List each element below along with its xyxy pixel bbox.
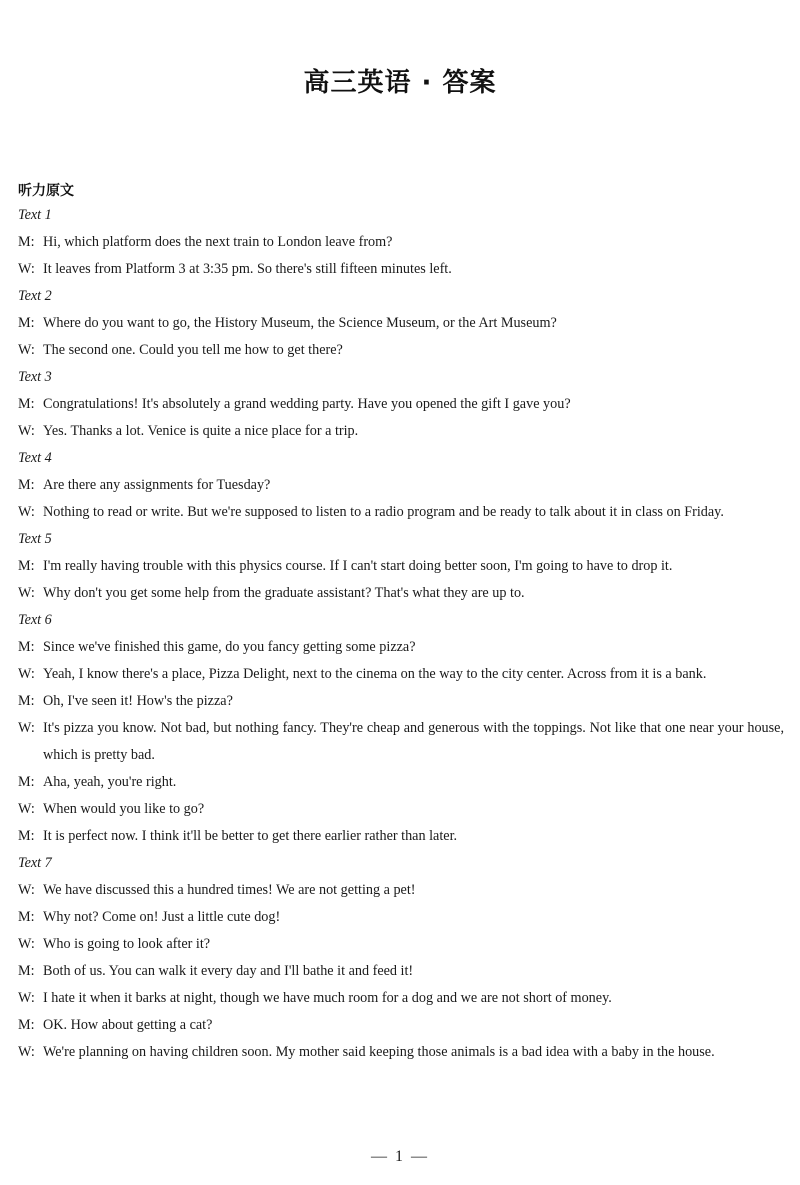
utterance-text: Yeah, I know there's a place, Pizza Delight, next to the cinema on the way to the city center. Across from it is a bank.: [43, 666, 707, 682]
transcript-block: [18, 445, 784, 526]
utterance-text: Yes. Thanks a lot. Venice is quite a nice place for a trip.: [43, 423, 359, 439]
speaker-label: W:: [18, 1044, 35, 1060]
utterance-text: Hi, which platform does the next train to London leave from?: [43, 234, 393, 250]
listening-transcript: [18, 202, 784, 1066]
dialogue-line: [18, 418, 784, 445]
utterance-text: We're planning on having children soon. My mother said keeping those animals is a bad idea with a baby in the house.: [43, 1044, 715, 1060]
speaker-label: M:: [18, 963, 35, 979]
speaker-label: M:: [18, 315, 35, 331]
utterance-text: Nothing to read or write. But we're supposed to listen to a radio program and be ready to talk about it in class on Friday.: [43, 504, 724, 520]
utterance-text: I'm really having trouble with this physics course. If I can't start doing better soon, I'm going to have to drop it.: [43, 558, 673, 574]
speaker-label: M:: [18, 693, 35, 709]
speaker-label: M:: [18, 477, 35, 493]
speaker-label: W:: [18, 936, 35, 952]
utterance-text: Why not? Come on! Just a little cute dog!: [43, 909, 281, 925]
utterance-text: Why don't you get some help from the graduate assistant? That's what they are up to.: [43, 585, 525, 601]
text-label: Text 6: [18, 612, 52, 628]
speaker-label: W:: [18, 720, 35, 736]
dialogue-line: [18, 499, 784, 526]
dialogue-line: [18, 688, 784, 715]
utterance-text: It's pizza you know. Not bad, but nothing fancy. They're cheap and generous with the toppings. Not like that one near your house, which is pretty bad.: [43, 720, 784, 763]
section-heading-listening-transcript: 听力原文: [18, 183, 74, 199]
dialogue-line: [18, 823, 784, 850]
dialogue-line: [18, 877, 784, 904]
dialogue-line: [18, 904, 784, 931]
transcript-block: [18, 283, 784, 364]
dialogue-line: [18, 391, 784, 418]
dialogue-line: [18, 580, 784, 607]
dialogue-line: [18, 715, 784, 769]
dialogue-line: [18, 337, 784, 364]
speaker-label: W:: [18, 801, 35, 817]
utterance-text: Both of us. You can walk it every day and I'll bathe it and feed it!: [43, 963, 414, 979]
utterance-text: OK. How about getting a cat?: [43, 1017, 213, 1033]
dialogue-line: [18, 229, 784, 256]
text-label: Text 4: [18, 450, 52, 466]
dialogue-line: [18, 1012, 784, 1039]
dialogue-line: [18, 553, 784, 580]
speaker-label: W:: [18, 261, 35, 277]
speaker-label: M:: [18, 1017, 35, 1033]
text-label: Text 3: [18, 369, 52, 385]
utterance-text: I hate it when it barks at night, though we have much room for a dog and we are not short of money.: [43, 990, 612, 1006]
utterance-text: The second one. Could you tell me how to get there?: [43, 342, 343, 358]
utterance-text: Oh, I've seen it! How's the pizza?: [43, 693, 233, 709]
transcript-block: [18, 202, 784, 283]
dialogue-line: [18, 661, 784, 688]
dialogue-line: [18, 958, 784, 985]
transcript-block: [18, 364, 784, 445]
text-label: Text 2: [18, 288, 52, 304]
utterance-text: Where do you want to go, the History Museum, the Science Museum, or the Art Museum?: [43, 315, 557, 331]
text-label: Text 7: [18, 855, 52, 871]
speaker-label: M:: [18, 828, 35, 844]
dialogue-line: [18, 769, 784, 796]
speaker-label: W:: [18, 504, 35, 520]
dialogue-line: [18, 256, 784, 283]
speaker-label: M:: [18, 396, 35, 412]
page-title: 高三英语 · 答案: [303, 68, 497, 98]
page-number: — 1 —: [371, 1148, 429, 1165]
text-label: Text 5: [18, 531, 52, 547]
dialogue-line: [18, 310, 784, 337]
transcript-block: [18, 526, 784, 607]
dialogue-line: [18, 1039, 784, 1066]
utterance-text: It leaves from Platform 3 at 3:35 pm. So there's still fifteen minutes left.: [43, 261, 452, 277]
speaker-label: M:: [18, 774, 35, 790]
text-label: Text 1: [18, 207, 52, 223]
speaker-label: M:: [18, 909, 35, 925]
dialogue-line: [18, 931, 784, 958]
utterance-text: Congratulations! It's absolutely a grand wedding party. Have you opened the gift I gave you?: [43, 396, 571, 412]
transcript-block: [18, 850, 784, 1066]
dialogue-line: [18, 472, 784, 499]
utterance-text: Aha, yeah, you're right.: [43, 774, 177, 790]
dialogue-line: [18, 634, 784, 661]
speaker-label: W:: [18, 342, 35, 358]
speaker-label: W:: [18, 990, 35, 1006]
speaker-label: W:: [18, 585, 35, 601]
transcript-block: [18, 607, 784, 850]
speaker-label: W:: [18, 882, 35, 898]
dialogue-line: [18, 985, 784, 1012]
utterance-text: Since we've finished this game, do you fancy getting some pizza?: [43, 639, 416, 655]
speaker-label: M:: [18, 558, 35, 574]
speaker-label: M:: [18, 639, 35, 655]
speaker-label: W:: [18, 423, 35, 439]
speaker-label: M:: [18, 234, 35, 250]
speaker-label: W:: [18, 666, 35, 682]
utterance-text: Are there any assignments for Tuesday?: [43, 477, 271, 493]
utterance-text: It is perfect now. I think it'll be better to get there earlier rather than later.: [43, 828, 458, 844]
utterance-text: Who is going to look after it?: [43, 936, 211, 952]
utterance-text: When would you like to go?: [43, 801, 205, 817]
utterance-text: We have discussed this a hundred times! We are not getting a pet!: [43, 882, 416, 898]
dialogue-line: [18, 796, 784, 823]
